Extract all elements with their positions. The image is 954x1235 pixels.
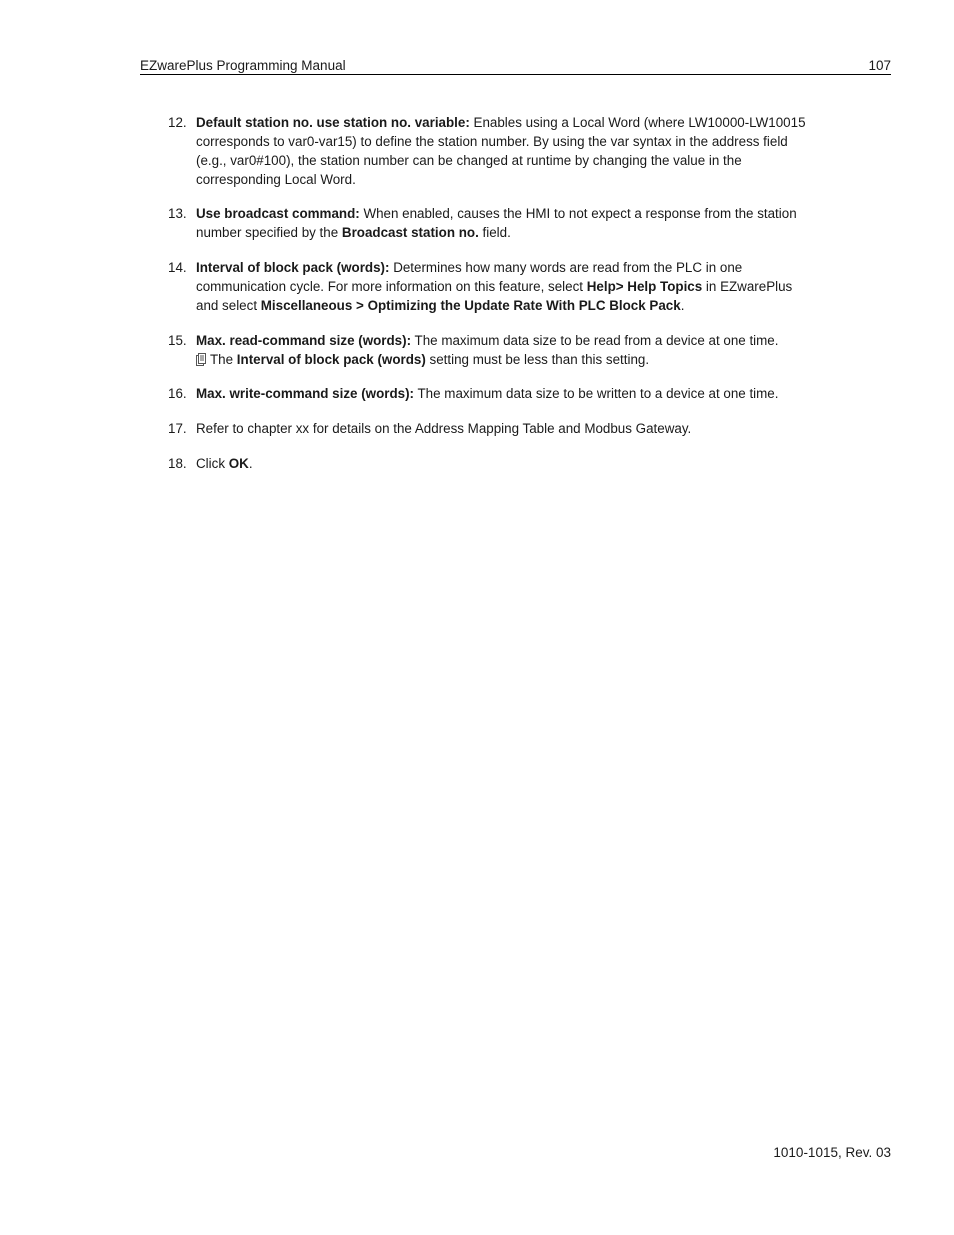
step-text: in EZwarePlus [702,279,793,294]
step-line: Refer to chapter xx for details on the Address Mapping Table and Modbus Gateway. [196,421,692,436]
menu-path: Help> Help Topics [586,279,703,294]
page-number: 107 [868,58,891,73]
step-label: Default station no. use station no. variable: [196,115,470,130]
setting-name: Interval of block pack (words) [236,352,426,367]
step-number: 17. [168,421,187,436]
menu-path: Miscellaneous > Optimizing the Update Rate With PLC Block Pack [260,298,681,313]
step-line [196,296,846,315]
note-line [196,350,846,369]
step-text: Click [196,456,229,471]
step-number: 15. [168,333,187,348]
step-line [196,204,846,223]
step-number: 14. [168,260,187,275]
step-text: communication cycle. For more information on this feature, select [196,279,587,294]
note-icon [196,352,206,365]
step-text: When enabled, causes the HMI to not expect a response from the station [359,206,797,221]
step-text: and select [196,298,261,313]
step-body [196,454,846,473]
step-number: 16. [168,386,187,401]
step-line [196,223,846,242]
step-line [196,331,846,350]
note-text: The [210,352,237,367]
step-line [196,277,846,296]
step-text: field. [478,225,511,240]
step-label: Interval of block pack (words): [196,260,390,275]
step-label: Use broadcast command: [196,206,360,221]
step-text: . [248,456,253,471]
step-body [196,204,846,242]
step-text: Determines how many words are read from the PLC in one [389,260,743,275]
step-line [196,258,846,277]
step-label: Max. write-command size (words): [196,386,415,401]
step-body [196,419,846,438]
step-text: The maximum data size to be read from a device at one time. [411,333,779,348]
step-body [196,384,846,403]
step-line [196,454,846,473]
step-text: number specified by the [196,225,342,240]
step-number: 18. [168,456,187,471]
step-number: 13. [168,206,187,221]
button-name: OK [228,456,249,471]
step-line [196,384,846,403]
step-line: corresponding Local Word. [196,172,356,187]
manual-title: EZwarePlus Programming Manual [140,58,346,73]
step-body [196,113,846,189]
note-text: setting must be less than this setting. [425,352,650,367]
step-text: The maximum data size to be written to a device at one time. [414,386,779,401]
step-line: (e.g., var0#100), the station number can be changed at runtime by changing the value in the [196,153,742,168]
page-header [140,57,891,75]
step-line: corresponds to var0-var15) to define the station number. By using the var syntax in the address field [196,134,788,149]
step-label: Max. read-command size (words): [196,333,412,348]
step-text: . [680,298,685,313]
page-footer: 1010-1015, Rev. 03 [773,1145,891,1160]
step-text: Enables using a Local Word (where LW10000-LW10015 [469,115,806,130]
step-line [196,113,846,132]
step-body [196,331,846,369]
field-name: Broadcast station no. [341,225,479,240]
step-body [196,258,846,315]
step-number: 12. [168,115,187,130]
